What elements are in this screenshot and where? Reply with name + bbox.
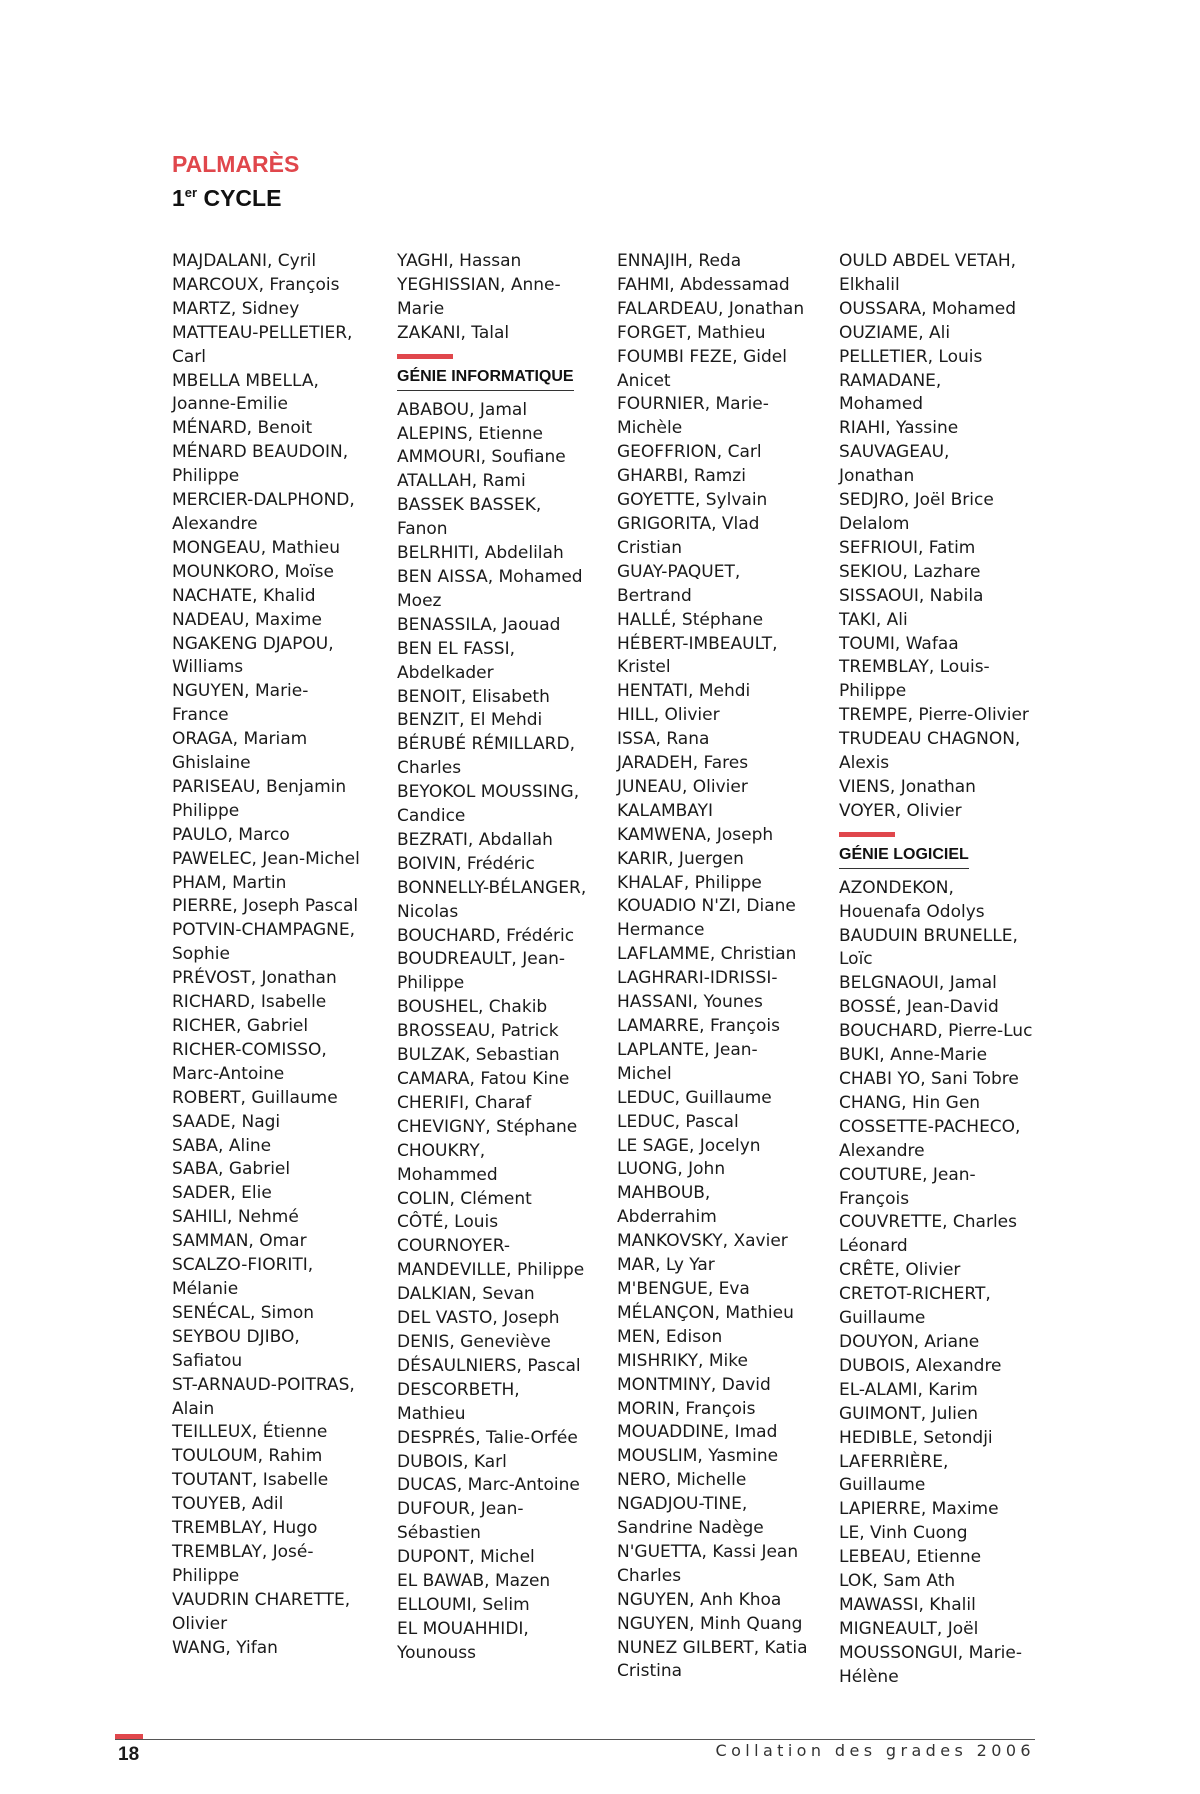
graduate-name: M'BENGUE, Eva	[617, 1278, 750, 1299]
graduate-name: RICHER-COMISSO,	[172, 1039, 327, 1060]
department-heading-label: GÉNIE LOGICIEL	[839, 845, 969, 869]
graduate-name: NADEAU, Maxime	[172, 609, 322, 630]
graduate-name: SADER, Elie	[172, 1183, 272, 1204]
graduate-name: MONTMINY, David	[617, 1374, 771, 1395]
graduate-name: MERCIER-DALPHOND,	[172, 490, 355, 511]
graduate-name: CHOUKRY,	[397, 1140, 486, 1161]
graduate-name: LAFERRIÈRE,	[839, 1451, 949, 1472]
graduate-name: ZAKANI, Talal	[397, 322, 510, 343]
graduate-name: Sophie	[172, 944, 230, 965]
graduate-name: MIGNEAULT, Joël	[839, 1618, 979, 1639]
graduate-name: Michel	[617, 1063, 672, 1084]
graduate-name: BENZIT, El Mehdi	[397, 710, 543, 731]
graduate-name: GRIGORITA, Vlad	[617, 513, 760, 534]
name-list	[397, 250, 597, 346]
graduate-name: DOUYON, Ariane	[839, 1331, 980, 1352]
graduate-name: Olivier	[172, 1613, 228, 1634]
name-list	[617, 250, 817, 1684]
graduate-name: Hermance	[617, 920, 705, 941]
graduate-name: PAWELEC, Jean-Michel	[172, 848, 360, 869]
graduate-name: VOYER, Olivier	[839, 800, 962, 821]
graduate-name: Candice	[397, 806, 466, 827]
graduate-name: Jonathan	[839, 466, 915, 487]
graduate-name: DUFOUR, Jean-	[397, 1499, 524, 1520]
heading-accent-rule	[839, 832, 895, 837]
graduate-name: DUPONT, Michel	[397, 1547, 535, 1568]
graduate-name: François	[839, 1188, 910, 1209]
graduate-name: LUONG, John	[617, 1159, 726, 1180]
graduate-name: Mohammed	[397, 1164, 498, 1185]
graduate-name: SCALZO-FIORITI,	[172, 1255, 314, 1276]
graduate-name: CHEVIGNY, Stéphane	[397, 1116, 578, 1137]
graduate-name: Cristian	[617, 537, 683, 558]
graduate-name: CHERIFI, Charaf	[397, 1092, 532, 1113]
graduate-name: Loïc	[839, 949, 873, 970]
graduate-name: SEFRIOUI, Fatim	[839, 537, 976, 558]
graduate-name: COUVRETTE, Charles	[839, 1212, 1017, 1233]
graduate-name: MEN, Edison	[617, 1326, 723, 1347]
graduate-name: BELGNAOUI, Jamal	[839, 973, 997, 994]
graduate-name: LAPLANTE, Jean-	[617, 1039, 758, 1060]
graduate-name: COSSETTE-PACHECO,	[839, 1116, 1021, 1137]
graduate-name: MÉLANÇON, Mathieu	[617, 1302, 794, 1323]
graduate-name: BUKI, Anne-Marie	[839, 1045, 988, 1066]
graduate-name: BENASSILA, Jaouad	[397, 614, 561, 635]
graduate-name: BONNELLY-BÉLANGER,	[397, 877, 587, 898]
graduate-name: FAHMI, Abdessamad	[617, 274, 790, 295]
graduate-name: SISSAOUI, Nabila	[839, 585, 984, 606]
graduate-name: BEN AISSA, Mohamed	[397, 566, 583, 587]
graduate-name: Joanne-Emilie	[172, 394, 288, 415]
graduate-name: CRETOT-RICHERT,	[839, 1284, 991, 1305]
graduate-name: MOUNKORO, Moïse	[172, 561, 334, 582]
graduate-name: ELLOUMI, Selim	[397, 1594, 530, 1615]
graduate-name: TREMBLAY, Louis-	[839, 657, 990, 678]
graduate-name: JUNEAU, Olivier	[617, 776, 748, 797]
graduate-name: CÔTÉ, Louis	[397, 1212, 499, 1233]
graduate-name: KHALAF, Philippe	[617, 872, 762, 893]
graduate-name: DUBOIS, Karl	[397, 1451, 507, 1472]
graduate-name: DESPRÉS, Talie-Orfée	[397, 1427, 578, 1448]
graduate-name: Elkhalil	[839, 274, 900, 295]
graduate-name: Carl	[172, 346, 206, 367]
graduate-name: MAR, Ly Yar	[617, 1255, 715, 1276]
names-column-1	[172, 250, 372, 1660]
graduate-name: KARIR, Juergen	[617, 848, 744, 869]
graduate-name: Alexis	[839, 753, 890, 774]
graduate-name: YAGHI, Hassan	[397, 251, 522, 271]
graduate-name: TOUTANT, Isabelle	[172, 1470, 329, 1491]
graduate-name: HEDIBLE, Setondji	[839, 1427, 993, 1448]
graduate-name: ATALLAH, Rami	[397, 471, 526, 492]
graduate-name: NACHATE, Khalid	[172, 585, 316, 606]
graduate-name: CRÊTE, Olivier	[839, 1260, 961, 1281]
graduate-name: EL-ALAMI, Karim	[839, 1379, 978, 1400]
graduate-name: Guillaume	[839, 1308, 926, 1329]
graduate-name: PARISEAU, Benjamin	[172, 776, 347, 797]
graduate-name: LAFLAMME, Christian	[617, 944, 797, 965]
graduate-name: HILL, Olivier	[617, 705, 720, 726]
graduate-name: PIERRE, Joseph Pascal	[172, 896, 359, 917]
graduate-name: ORAGA, Mariam	[172, 729, 308, 750]
graduate-name: Fanon	[397, 519, 448, 540]
graduate-name: MANKOVSKY, Xavier	[617, 1231, 788, 1252]
graduate-name: ALEPINS, Etienne	[397, 423, 544, 444]
graduate-name: LAMARRE, François	[617, 1016, 781, 1036]
graduate-name: RICHER, Gabriel	[172, 1016, 309, 1036]
graduate-name: LE SAGE, Jocelyn	[617, 1135, 761, 1156]
graduate-name: Charles	[617, 1565, 682, 1586]
graduate-name: PELLETIER, Louis	[839, 346, 983, 367]
graduate-name: FORGET, Mathieu	[617, 322, 766, 343]
graduate-name: COLIN, Clément	[397, 1188, 532, 1209]
page-number: 18	[118, 1744, 140, 1765]
graduate-name: NGUYEN, Anh Khoa	[617, 1589, 782, 1610]
graduate-name: Delalom	[839, 513, 910, 534]
graduate-name: KOUADIO N'ZI, Diane	[617, 896, 796, 917]
graduate-name: Abdelkader	[397, 662, 494, 683]
graduate-name: RAMADANE,	[839, 370, 942, 391]
graduate-name: MAHBOUB,	[617, 1183, 711, 1204]
graduate-name: COURNOYER-	[397, 1236, 511, 1257]
graduate-name: LE, Vinh Cuong	[839, 1523, 968, 1544]
graduate-name: DESCORBETH,	[397, 1379, 520, 1400]
graduate-name: KAMWENA, Joseph	[617, 824, 774, 845]
graduate-name: FOURNIER, Marie-	[617, 394, 769, 415]
cycle-number: 1	[172, 185, 185, 211]
graduate-name: TREMBLAY, Hugo	[172, 1518, 318, 1539]
graduate-name: GUIMONT, Julien	[839, 1403, 979, 1424]
graduate-name: Alexandre	[839, 1140, 925, 1161]
graduate-name: MBELLA MBELLA,	[172, 370, 319, 391]
names-column-4	[839, 250, 1039, 1690]
graduate-name: HALLÉ, Stéphane	[617, 609, 764, 630]
footer-accent-mark	[115, 1734, 143, 1739]
graduate-name: Philippe	[172, 800, 240, 821]
graduate-name: BOUSHEL, Chakib	[397, 997, 548, 1018]
department-heading	[397, 354, 597, 391]
graduate-name: LEDUC, Pascal	[617, 1111, 739, 1132]
graduate-name: BASSEK BASSEK,	[397, 495, 542, 516]
graduate-name: PHAM, Martin	[172, 872, 287, 893]
graduate-name: Williams	[172, 657, 244, 678]
graduate-name: LEDUC, Guillaume	[617, 1087, 772, 1108]
graduate-name: SABA, Aline	[172, 1135, 272, 1156]
graduate-name: EL BAWAB, Mazen	[397, 1571, 551, 1592]
graduate-name: BEZRATI, Abdallah	[397, 829, 553, 850]
cycle-word: CYCLE	[203, 185, 282, 211]
graduate-name: Cristina	[617, 1661, 683, 1682]
name-list	[839, 250, 1039, 824]
graduate-name: Alain	[172, 1398, 215, 1419]
graduate-name: SAHILI, Nehmé	[172, 1207, 299, 1228]
graduate-name: Nicolas	[397, 901, 459, 922]
graduate-name: TAKI, Ali	[839, 609, 908, 630]
cycle-title	[172, 178, 299, 213]
graduate-name: Léonard	[839, 1236, 908, 1257]
graduate-name: N'GUETTA, Kassi Jean	[617, 1541, 799, 1562]
graduate-name: PRÉVOST, Jonathan	[172, 968, 337, 989]
graduate-name: SABA, Gabriel	[172, 1159, 291, 1180]
graduate-name: POTVIN-CHAMPAGNE,	[172, 920, 355, 941]
graduate-name: Marie	[397, 298, 445, 319]
graduate-name: BAUDUIN BRUNELLE,	[839, 925, 1018, 946]
graduate-name: Safiatou	[172, 1350, 243, 1371]
graduate-name: MOUADDINE, Imad	[617, 1422, 778, 1443]
graduate-name: Philippe	[172, 1565, 240, 1586]
graduate-name: EL MOUAHHIDI,	[397, 1618, 529, 1639]
graduate-name: LAPIERRE, Maxime	[839, 1499, 999, 1520]
names-column-3	[617, 250, 817, 1684]
graduate-name: Hélène	[839, 1666, 899, 1687]
graduate-name: OUZIAME, Ali	[839, 322, 951, 343]
graduate-name: LAGHRARI-IDRISSI-	[617, 968, 778, 989]
graduate-name: SEYBOU DJIBO,	[172, 1326, 300, 1347]
graduate-name: CHABI YO, Sani Tobre	[839, 1069, 1019, 1089]
graduate-name: Philippe	[172, 466, 240, 487]
footer-divider	[115, 1739, 1035, 1740]
graduate-name: Charles	[397, 758, 462, 779]
graduate-name: Philippe	[839, 681, 907, 702]
graduate-name: ISSA, Rana	[617, 729, 710, 750]
graduate-name: MAWASSI, Khalil	[839, 1594, 976, 1615]
graduate-name: Bertrand	[617, 585, 692, 606]
graduate-name: RICHARD, Isabelle	[172, 992, 327, 1013]
graduate-name: NUNEZ GILBERT, Katia	[617, 1637, 808, 1658]
graduate-name: Marc-Antoine	[172, 1063, 285, 1084]
graduate-name: MOUSLIM, Yasmine	[617, 1446, 779, 1467]
department-heading-label: GÉNIE INFORMATIQUE	[397, 367, 574, 391]
graduate-name: Moez	[397, 590, 442, 611]
graduate-name: COUTURE, Jean-	[839, 1164, 976, 1185]
graduate-name: BOUDREAULT, Jean-	[397, 949, 566, 970]
graduate-name: RIAHI, Yassine	[839, 418, 959, 439]
section-title: PALMARÈS	[172, 151, 300, 177]
graduate-name: CAMARA, Fatou Kine	[397, 1069, 570, 1089]
graduate-name: TREMPE, Pierre-Olivier	[839, 705, 1029, 726]
graduate-name: FALARDEAU, Jonathan	[617, 298, 805, 319]
graduate-name: France	[172, 705, 229, 726]
graduate-name: NGUYEN, Marie-	[172, 681, 309, 702]
page-header	[172, 150, 299, 213]
graduate-name: MÉNARD BEAUDOIN,	[172, 442, 349, 463]
graduate-name: BÉRUBÉ RÉMILLARD,	[397, 734, 575, 755]
graduate-name: HASSANI, Younes	[617, 992, 763, 1013]
graduate-name: LOK, Sam Ath	[839, 1571, 956, 1592]
graduate-name: HENTATI, Mehdi	[617, 681, 751, 702]
graduate-name: KALAMBAYI	[617, 800, 714, 821]
graduate-name: Mathieu	[397, 1403, 466, 1424]
graduate-name: SENÉCAL, Simon	[172, 1302, 315, 1323]
graduate-name: MOUSSONGUI, Marie-	[839, 1642, 1022, 1663]
graduate-name: Mélanie	[172, 1278, 239, 1299]
graduate-name: AZONDEKON,	[839, 877, 954, 898]
graduate-name: WANG, Yifan	[172, 1637, 278, 1658]
names-column-2	[397, 250, 597, 1666]
graduate-name: ENNAJIH, Reda	[617, 251, 742, 271]
graduate-name: TOUMI, Wafaa	[839, 633, 959, 654]
graduate-name: DEL VASTO, Joseph	[397, 1308, 560, 1329]
name-list	[397, 399, 597, 1666]
graduate-name: MANDEVILLE, Philippe	[397, 1260, 585, 1281]
graduate-name: TOUYEB, Adil	[172, 1494, 284, 1515]
cycle-ordinal: er	[184, 185, 198, 200]
graduate-name: Michèle	[617, 418, 683, 439]
graduate-name: DENIS, Geneviève	[397, 1331, 551, 1352]
graduate-name: SEDJRO, Joël Brice	[839, 490, 994, 511]
graduate-name: NGADJOU-TINE,	[617, 1494, 748, 1515]
graduate-name: BULZAK, Sebastian	[397, 1045, 560, 1066]
graduate-name: HÉBERT-IMBEAULT,	[617, 633, 778, 654]
graduate-name: PAULO, Marco	[172, 824, 290, 845]
graduate-name: Sandrine Nadège	[617, 1518, 764, 1539]
graduate-name: GOYETTE, Sylvain	[617, 490, 768, 511]
graduate-name: BELRHITI, Abdelilah	[397, 543, 564, 564]
graduate-name: DALKIAN, Sevan	[397, 1284, 535, 1305]
graduate-name: DUBOIS, Alexandre	[839, 1355, 1002, 1376]
graduate-name: Kristel	[617, 657, 671, 678]
graduate-name: BEYOKOL MOUSSING,	[397, 782, 580, 803]
graduate-name: Houenafa Odolys	[839, 901, 985, 922]
graduate-name: MARTZ, Sidney	[172, 298, 300, 319]
graduate-name: LEBEAU, Etienne	[839, 1547, 982, 1568]
graduate-name: MARCOUX, François	[172, 274, 340, 295]
graduate-name: TEILLEUX, Étienne	[172, 1422, 328, 1443]
graduate-name: MISHRIKY, Mike	[617, 1350, 748, 1371]
graduate-name: BEN EL FASSI,	[397, 638, 515, 659]
graduate-name: OULD ABDEL VETAH,	[839, 251, 1017, 271]
graduate-name: BOIVIN, Frédéric	[397, 853, 535, 874]
graduate-name: SAUVAGEAU,	[839, 442, 950, 463]
graduate-name: Abderrahim	[617, 1207, 717, 1228]
graduate-name: MÉNARD, Benoit	[172, 418, 313, 439]
graduate-name: BOUCHARD, Pierre-Luc	[839, 1021, 1033, 1042]
graduate-name: Mohamed	[839, 394, 924, 415]
publication-title: Collation des grades 2006	[715, 1741, 1035, 1760]
graduate-name: FOUMBI FEZE, Gidel	[617, 346, 787, 367]
graduate-name: Anicet	[617, 370, 671, 391]
graduate-name: MATTEAU-PELLETIER,	[172, 322, 353, 343]
graduate-name: BROSSEAU, Patrick	[397, 1021, 559, 1042]
graduate-name: ROBERT, Guillaume	[172, 1087, 338, 1108]
graduate-name: NGUYEN, Minh Quang	[617, 1613, 803, 1634]
graduate-name: AMMOURI, Soufiane	[397, 447, 566, 468]
graduate-name: NERO, Michelle	[617, 1470, 747, 1491]
graduate-name: Ghislaine	[172, 753, 251, 774]
graduate-name: Sébastien	[397, 1523, 481, 1544]
graduate-name: SAMMAN, Omar	[172, 1231, 307, 1252]
graduate-name: SEKIOU, Lazhare	[839, 561, 981, 582]
graduate-name: BOSSÉ, Jean-David	[839, 997, 999, 1018]
graduate-name: Philippe	[397, 973, 465, 994]
graduate-name: TRUDEAU CHAGNON,	[839, 729, 1021, 750]
graduate-name: GUAY-PAQUET,	[617, 561, 741, 582]
name-list	[172, 250, 372, 1660]
graduate-name: MONGEAU, Mathieu	[172, 537, 341, 558]
graduate-name: VIENS, Jonathan	[839, 776, 976, 797]
graduate-name: SAADE, Nagi	[172, 1111, 281, 1132]
graduate-name: BOUCHARD, Frédéric	[397, 925, 575, 946]
graduate-name: ABABOU, Jamal	[397, 399, 528, 420]
graduate-name: BENOIT, Elisabeth	[397, 686, 550, 707]
graduate-name: VAUDRIN CHARETTE,	[172, 1589, 351, 1610]
graduate-name: DÉSAULNIERS, Pascal	[397, 1355, 581, 1376]
graduate-name: DUCAS, Marc-Antoine	[397, 1475, 580, 1496]
heading-accent-rule	[397, 354, 453, 359]
department-heading	[839, 832, 1039, 869]
graduate-name: CHANG, Hin Gen	[839, 1092, 981, 1113]
graduate-name: JARADEH, Fares	[617, 753, 749, 774]
graduate-name: GEOFFRION, Carl	[617, 442, 762, 463]
graduate-name: Guillaume	[839, 1475, 926, 1496]
graduate-name: Younouss	[397, 1642, 476, 1663]
graduate-name: TOULOUM, Rahim	[172, 1446, 323, 1467]
graduate-name: Alexandre	[172, 513, 258, 534]
graduate-name: GHARBI, Ramzi	[617, 466, 746, 487]
graduate-name: YEGHISSIAN, Anne-	[397, 274, 561, 295]
graduate-name: TREMBLAY, José-	[172, 1541, 314, 1562]
name-list	[839, 877, 1039, 1690]
graduate-name: MORIN, François	[617, 1398, 756, 1419]
graduate-name: NGAKENG DJAPOU,	[172, 633, 334, 654]
graduate-name: ST-ARNAUD-POITRAS,	[172, 1374, 355, 1395]
graduate-name: OUSSARA, Mohamed	[839, 298, 1016, 319]
graduate-name: MAJDALANI, Cyril	[172, 251, 317, 271]
